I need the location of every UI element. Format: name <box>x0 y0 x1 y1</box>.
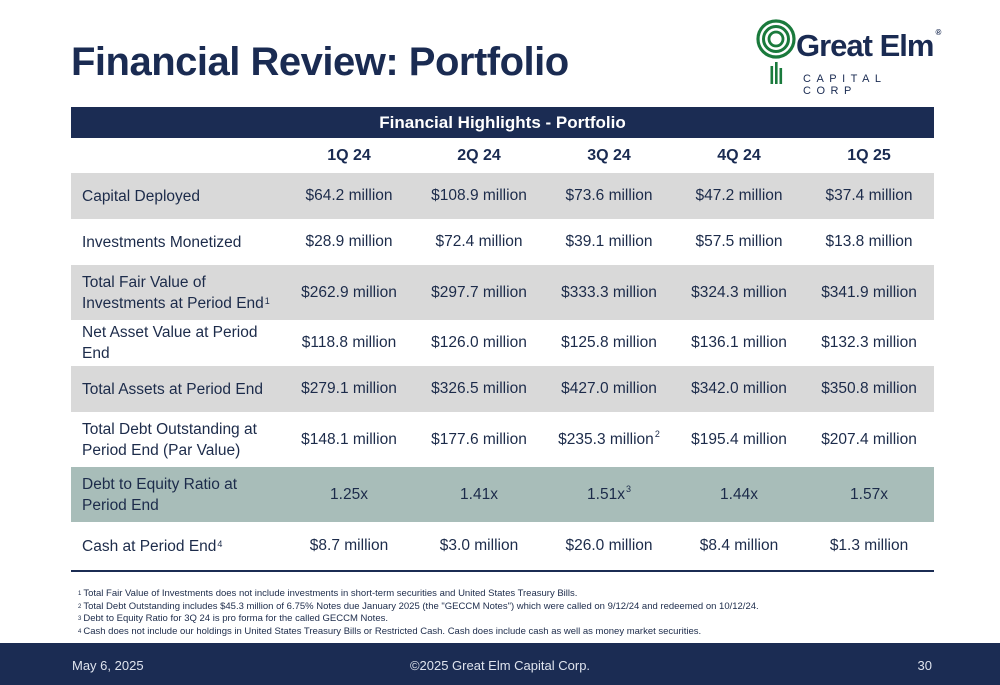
table-cell: $195.4 million <box>691 430 787 448</box>
table-cell: $28.9 million <box>305 233 393 250</box>
row-label-text: Cash at Period End <box>82 537 217 555</box>
table-row <box>71 412 934 467</box>
table-cell: $341.9 million <box>804 265 934 320</box>
table-cell: $177.6 million <box>431 430 527 448</box>
table-row <box>71 219 934 265</box>
footnote-number: 4 <box>78 628 82 635</box>
row-label-text: Total Debt Outstanding at Period End (Par Value) <box>82 420 257 459</box>
footnote <box>78 588 938 601</box>
footnote-marker: 3 <box>625 483 631 494</box>
table-cell: $136.1 million <box>691 334 787 351</box>
logo-registered-mark: ® <box>935 28 941 37</box>
footnote-number: 2 <box>78 603 82 610</box>
table-cell: $326.5 million <box>414 366 544 412</box>
footnotes <box>78 588 938 638</box>
table-cell: $72.4 million <box>435 233 523 250</box>
table-cell: $324.3 million <box>674 265 804 320</box>
row-label <box>71 522 284 571</box>
table-cell: $350.8 million <box>804 366 934 412</box>
footnote <box>78 626 938 639</box>
table-row <box>71 173 934 219</box>
financial-highlights-table <box>71 107 934 572</box>
table-cell: $297.7 million <box>414 265 544 320</box>
column-header: 2Q 24 <box>457 146 501 164</box>
row-label <box>71 219 284 265</box>
table-row <box>71 265 934 320</box>
table-cell <box>544 467 674 522</box>
footnote-text: Debt to Equity Ratio for 3Q 24 is pro forma for the called GECCM Notes. <box>83 613 388 625</box>
logo-name <box>796 28 940 64</box>
table-cell: $207.4 million <box>821 430 917 448</box>
table-cell: $37.4 million <box>804 173 934 219</box>
footnote <box>78 601 938 614</box>
footnote-marker: 2 <box>654 428 660 439</box>
table-row <box>71 522 934 571</box>
column-header: 1Q 25 <box>847 146 891 164</box>
company-logo <box>756 18 946 97</box>
table-cell <box>544 412 674 467</box>
table-cell: $3.0 million <box>414 522 544 571</box>
page-title: Financial Review: Portfolio <box>71 40 569 84</box>
footnote-text: Total Debt Outstanding includes $45.3 million of 6.75% Notes due January 2025 (the "GECCM Notes") which were called on 9/12/24 and redeemed on 10/12/24. <box>83 600 759 612</box>
table-cell: $8.7 million <box>284 522 414 571</box>
table-cell: 1.57x <box>804 467 934 522</box>
footnote-marker: 4 <box>217 538 223 549</box>
table-cell: $1.3 million <box>804 522 934 571</box>
row-label-text: Capital Deployed <box>82 187 201 205</box>
row-label-text: Investments Monetized <box>82 233 242 251</box>
table-cell: $126.0 million <box>431 334 527 351</box>
table-cell: $132.3 million <box>821 334 917 351</box>
footnote-marker: 1 <box>264 295 270 306</box>
footnote-number: 3 <box>78 616 82 623</box>
table-row <box>71 467 934 522</box>
row-label <box>71 173 284 219</box>
table-cell-value: 1.51x <box>587 485 625 503</box>
row-label <box>71 320 284 366</box>
footer-date: May 6, 2025 <box>72 658 144 673</box>
column-header: 3Q 24 <box>587 146 631 164</box>
table-cell: $13.8 million <box>825 233 913 250</box>
table-cell: $73.6 million <box>544 173 674 219</box>
table-cell: $118.8 million <box>301 334 397 351</box>
table-cell: $8.4 million <box>674 522 804 571</box>
table-cell: $148.1 million <box>301 430 397 448</box>
footer-copyright: ©2025 Great Elm Capital Corp. <box>409 658 591 673</box>
table-cell: 1.44x <box>674 467 804 522</box>
footnote-number: 1 <box>78 591 82 597</box>
table-cell: $57.5 million <box>695 233 783 250</box>
table-cell: $125.8 million <box>561 334 657 351</box>
table-cell: $108.9 million <box>414 173 544 219</box>
page-number: 30 <box>917 658 932 673</box>
table-row <box>71 320 934 366</box>
table-cell: $39.1 million <box>565 233 653 250</box>
table-row <box>71 366 934 412</box>
logo-subtitle: CAPITAL CORP <box>803 73 887 97</box>
table-cell-value: $235.3 million <box>558 430 654 448</box>
table-cell: $26.0 million <box>544 522 674 571</box>
column-header: 4Q 24 <box>717 146 761 164</box>
row-label <box>71 265 284 320</box>
table-cell: $333.3 million <box>544 265 674 320</box>
table-banner: Financial Highlights - Portfolio <box>71 107 934 138</box>
column-header: 1Q 24 <box>327 146 371 164</box>
table-cell: 1.41x <box>414 467 544 522</box>
row-label-text: Total Assets at Period End <box>82 380 263 398</box>
row-label-text: Net Asset Value at Period End <box>82 324 258 362</box>
table-header-row <box>71 138 934 173</box>
table-cell: $47.2 million <box>674 173 804 219</box>
footnote-text: Cash does not include our holdings in United States Treasury Bills or Restricted Cash. Cash does include cash as well as money market securities. <box>83 625 702 637</box>
footnote-text: Total Fair Value of Investments does not include investments in short-term securities and United States Treasury Bills. <box>83 588 578 599</box>
row-label <box>71 467 284 522</box>
row-label <box>71 412 284 467</box>
table-cell: 1.25x <box>284 467 414 522</box>
row-label-text: Debt to Equity Ratio at Period End <box>82 475 238 514</box>
row-label-text: Total Fair Value of Investments at Period End <box>82 273 264 312</box>
footnote <box>78 613 938 626</box>
row-label <box>71 366 284 412</box>
great-elm-tree-logo-icon <box>756 18 796 86</box>
logo-name-text: Great Elm <box>796 28 934 63</box>
table-cell: $279.1 million <box>284 366 414 412</box>
table-cell: $64.2 million <box>284 173 414 219</box>
header-empty-cell <box>71 138 284 173</box>
footer-bar <box>0 643 1000 685</box>
table-cell: $427.0 million <box>544 366 674 412</box>
table-cell: $342.0 million <box>674 366 804 412</box>
table-cell: $262.9 million <box>284 265 414 320</box>
